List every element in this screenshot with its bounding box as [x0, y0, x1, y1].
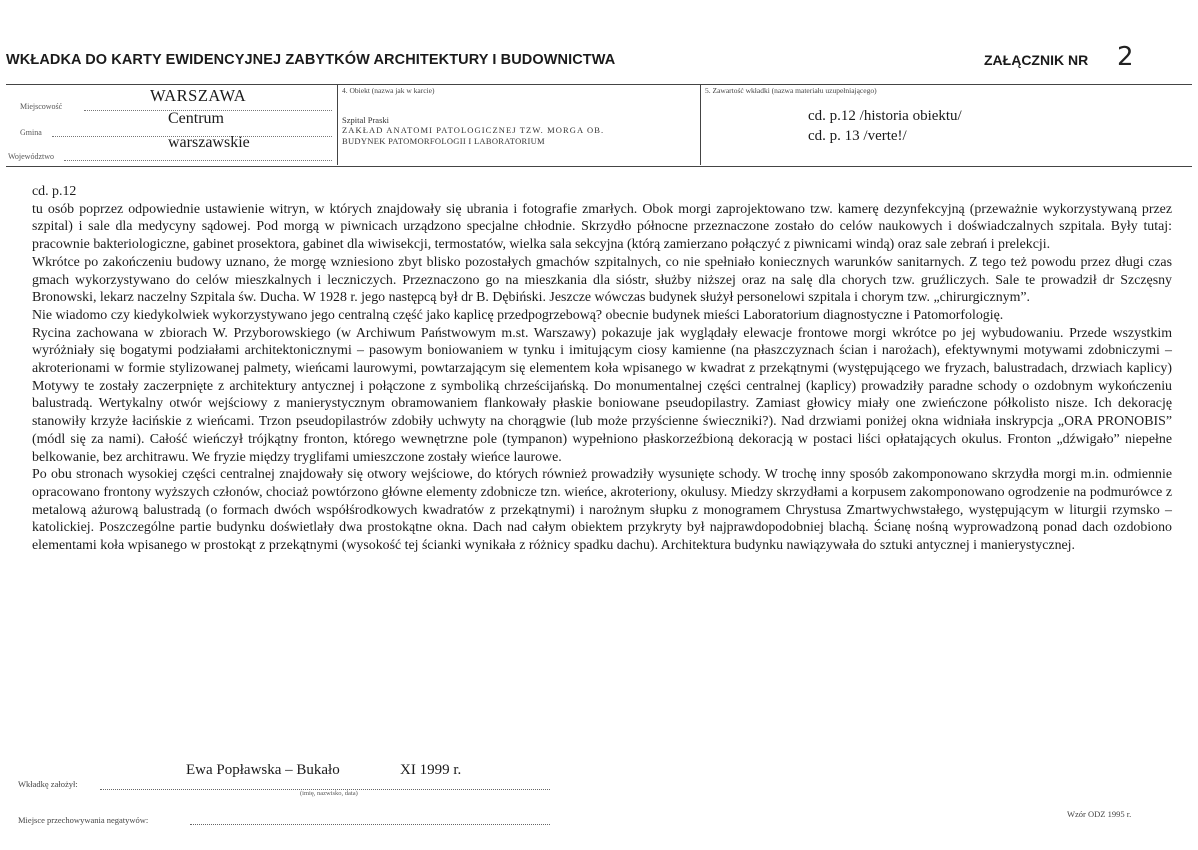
negatives-dotted-line [190, 824, 550, 825]
form-divider [700, 84, 701, 165]
body-paragraph: Nie wiadomo czy kiedykolwiek wykorzystywano jego centralną część jako kaplicę przedpogrzebową? obecnie budynek mieści Laboratorium diagnostyczne i Patomorfologię. [32, 307, 1004, 323]
contents-label: 5. Zawartość wkładki (nazwa materiału uzupełniającego) [705, 86, 877, 95]
object-hospital: Szpital Praski [342, 115, 389, 125]
body-paragraph: Wkrótce po zakończeniu budowy uznano, że morgę wzniesiono zbyt blisko pozostałych gmachów szpitalnych, co nie spełniało koniecznych warunków sanitarnych. Z tego też powodu przez długi czas gmach wykorzystywano do celów mieszkalnych i leczniczych. Przeznaczono go na mieszkania dla sióstr, służby niższej oraz na salę dla chorych tzw. gruźliczych. Sale te prowadził dr Szczęsny Bronowski, lekarz naczelny Szpitala św. Ducha. W 1928 r. jego następcą był dr B. Dębiński. Jeszcze wówczas budynek służył personelowi szpitala i chorym tzw. „chirurgicznym”. [32, 254, 1172, 306]
object-name-line2: BUDYNEK PATOMORFOLOGII I LABORATORIUM [342, 136, 545, 146]
voivodeship-label: Województwo [8, 152, 55, 161]
object-label: 4. Obiekt (nazwa jak w karcie) [342, 86, 435, 95]
voivodeship-value: warszawskie [168, 134, 250, 151]
author-label: Wkładkę założył: [18, 779, 78, 789]
document-title: WKŁADKA DO KARTY EWIDENCYJNEJ ZABYTKÓW ARCHITEKTURY I BUDOWNICTWA [6, 52, 616, 68]
body-heading: cd. p.12 [32, 184, 77, 199]
author-sublabel: (imię, nazwisko, data) [300, 790, 358, 797]
body-paragraph: Rycina zachowana w zbiorach W. Przyborowskiego (w Archiwum Państwowym m.st. Warszawy) pokazuje jak wyglądały elewacje frontowe morgi wkrótce po jej wybudowaniu. Przede wszystkim wyróżniały się bogatymi podziałami architektonicznymi – pasowym boniowaniem w tynku i imitującym ciosy kamienne (na płaszczyznach ścian i narożach), efektywnymi motywami zdobniczymi – akroterionami w formie stylizowanej palmety, wieńcami laurowymi, powtarzającym się elementem koła wpisanego w kwadrat z przekątnymi (występującego we fryzach, balustradach, drzwiach kaplicy) Motywy te zostały zaczerpnięte z architektury antycznej i połączone z symboliką chrześcijańską. Do monumentalnej części centralnej (kaplicy) prowadziły paradne schody o ozdobnym wykończeniu balustradą. Wertykalny otwór wejściowy z manierystycznym obramowaniem flankowały płaskie boniowane pseudopilastry. Zamiast głowicy miały one zwieńczone półkolisto nisze. Ich dekorację stanowiły krzyże łacińskie z wieńcami. Trzon pseudopilastrów zdobiły uchwyty na chorągwie (lub może przyścienne świeczniki?). Nad drzwiami poniżej okna widniała inskrypcja „ORA PRONOBIS” (módl się za nami). Całość wieńczył trójkątny fronton, którego wewnętrzne pole (tympanon) wypełniono płaskorzeźbioną dekoracją w postaci liści opłatających okulus. Fronton „dźwigało” niepełne belkowanie, bez architrawu. We fryzie między tryglifami umieszczone zostały wieńce laurowe. [32, 325, 1172, 465]
body-paragraph: Po obu stronach wysokiej części centralnej znajdowały się otwory wejściowe, do których również prowadziły wysunięte schody. W trochę inny sposób zakomponowano skrzydła morgi m.in. odmiennie opracowano frontony wyższych członów, chociaż powtórzono główne elementy zdobnicze tzn. wieńce, akroteriony, okulusy. Miedzy skrzydłami a korpusem zakomponowano ogrodzenie na podmurówce z metalową ażurową balustradą (o formach dwóch współśrodkowych kwadratów z przekątnymi) i narożnym słupku z monogramem Chrystusa Zmartwychwstałego, występującym w liturgii rzymsko – katolickiej. Poszczególne partie budynku doświetlały dwa prostokątne okna. Dach nad całym obiektem przykryty był najprawdopodobniej blachą. Ścianę nośną wyprowadzoną ponad dach ozdobiono elementami koła wpisanego w prostokąt z przekątnymi (wysokość tej ścianki wynikała z różnicy spadku dachu). Architektura budynku nawiązywała do sztuki antycznej i manierystycznej. [32, 467, 1172, 554]
commune-value: Centrum [168, 110, 224, 127]
commune-label: Gmina [20, 128, 42, 137]
form-code: Wzór ODZ 1995 r. [1067, 809, 1132, 819]
town-value: WARSZAWA [150, 86, 247, 105]
voivodeship-dotted-line [64, 160, 332, 161]
town-label: Miejscowość [20, 102, 63, 111]
contents-line1: cd. p.12 /historia obiektu/ [808, 108, 962, 124]
form-divider [337, 84, 338, 165]
annex-number: 2 [1117, 42, 1134, 72]
object-name-line1: ZAKŁAD ANATOMI PATOLOGICZNEJ TZW. MORGA OB. [342, 125, 605, 135]
contents-line2: cd. p. 13 /verte!/ [808, 128, 907, 144]
author-name: Ewa Popławska – Bukało [186, 762, 340, 778]
body-paragraph: tu osób poprzez odpowiednie ustawienie witryn, w których znajdowały się ubrania i fotografie zmarłych. Obok morgi zaprojektowano tzw. kamerę dezynfekcyjną (przeważnie wykorzystywaną przez szpital) i sale dla medycyny sądowej. Pod morgą w piwnicach urządzono specjalne chłodnie. Skrzydło północne przeznaczone zostało do celów naukowych i doświadczalnych szpitala. Były tutaj: pracownie bakteriologiczne, gabinet prosektora, gabinet dla wiwisekcji, termostatów, wielka sala sekcyjna (którą zamierzano połączyć z piwnicami windą) oraz sale zebrań i prelekcji. [32, 201, 1172, 253]
negatives-label: Miejsce przechowywania negatywów: [18, 815, 149, 825]
author-date: XI 1999 r. [400, 762, 462, 778]
body-text [32, 183, 1172, 555]
annex-label: ZAŁĄCZNIK NR [984, 52, 1089, 68]
